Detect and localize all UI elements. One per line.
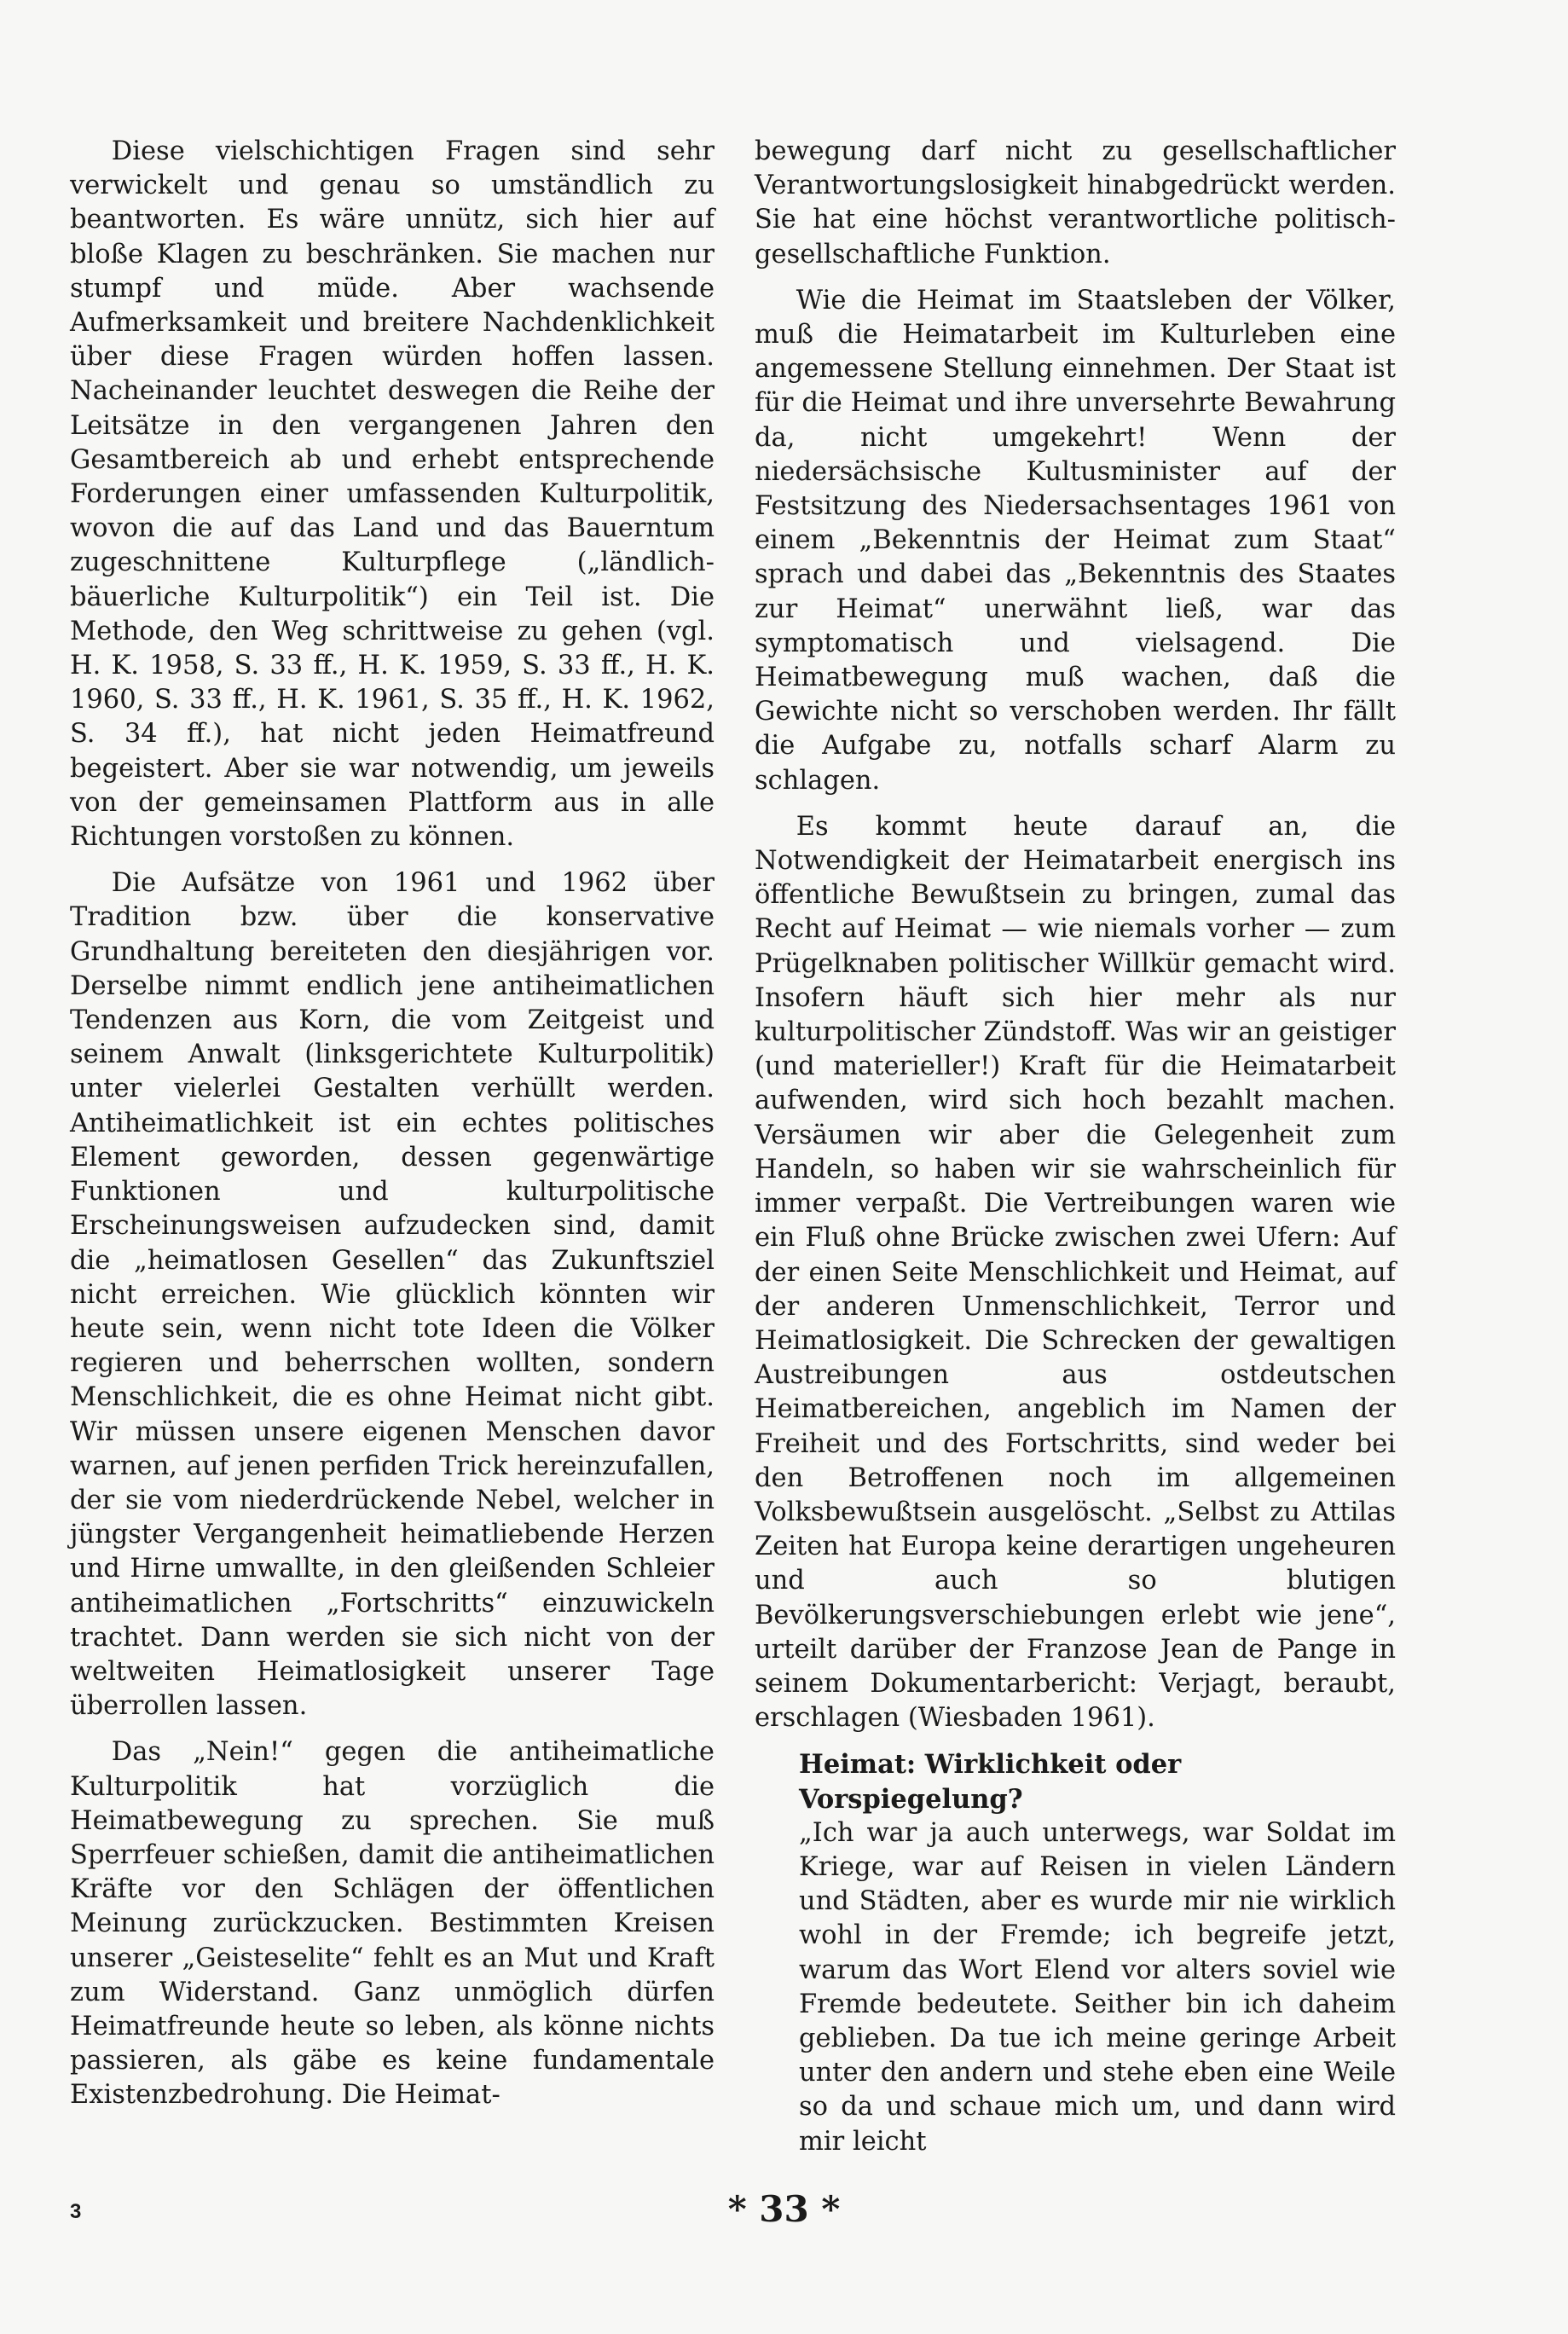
section-heading: Heimat: Wirklichkeit oder Vorspiegelung?	[799, 1749, 1182, 1815]
paragraph: Die Aufsätze von 1961 und 1962 über Tradition bzw. über die konservative Grundhaltung bereiteten den diesjährigen vor. Derselbe nimmt endlich jene antiheimatlichen Tendenzen aus Korn, die vom Zeitgeist und seinem Anwalt (linksgerichtete Kulturpolitik) unter vielerlei Gestalten verhüllt werden. Antiheimatlichkeit ist ein echtes politisches Element geworden, dessen gegenwärtige Funktionen und kulturpolitische Erscheinungsweisen aufzudecken sind, damit die „heimatlosen Gesellen“ das Zukunftsziel nicht erreichen. Wie glücklich könnten wir heute sein, wenn nicht tote Ideen die Völker regieren und beherrschen wollten, sondern Menschlichkeit, die es ohne Heimat nicht gibt. Wir müssen unsere eigenen Menschen davor warnen, auf jenen perfiden Trick hereinzufallen, der sie vom niederdrückende Nebel, welcher in jüngster Vergangenheit heimatliebende Herzen und Hirne umwallte, in den gleißenden Schleier antiheimatlichen „Fortschritts“ einzuwickeln trachtet. Dann werden sie sich nicht von der weltweiten Heimatlosigkeit unserer Tage überrollen lassen.	[70, 868, 715, 1722]
left-column	[70, 135, 715, 2125]
right-column	[755, 135, 1396, 2159]
page-number: * 33 *	[727, 2188, 841, 2230]
paragraph: Das „Nein!“ gegen die antiheimatliche Kulturpolitik hat vorzüglich die Heimatbewegung zu sprechen. Sie muß Sperrfeuer schießen, damit die antiheimatlichen Kräfte vor den Schlägen der öffentlichen Meinung zurückzucken. Bestimmten Kreisen unserer „Geisteselite“ fehlt es an Mut und Kraft zum Widerstand. Ganz unmöglich dürfen Heimatfreunde heute so leben, als könne nichts passieren, als gäbe es keine fundamentale Existenzbedrohung. Die Heimat-	[70, 1737, 715, 2111]
quote-paragraph: „Ich war ja auch unterwegs, war Soldat im Kriege, war auf Reisen in vielen Ländern und Städten, aber es wurde mir nie wirklich wohl in der Fremde; ich begreife jetzt, warum das Wort Elend vor alters soviel wie Fremde bedeutete. Seither bin ich daheim geblieben. Da tue ich meine geringe Arbeit unter den andern und stehe eben eine Weile so da und schaue mich um, und dann wird mir leicht	[799, 1817, 1396, 2157]
signature-mark: 3	[70, 2200, 82, 2223]
paragraph: Es kommt heute darauf an, die Notwendigkeit der Heimatarbeit energisch ins öffentliche Bewußtsein zu bringen, zumal das Recht auf Heimat — wie niemals vorher — zum Prügelknaben politischer Willkür gemacht wird. Insofern häuft sich hier mehr als nur kulturpolitischer Zündstoff. Was wir an geistiger (und materieller!) Kraft für die Heimatarbeit aufwenden, wird sich hoch bezahlt machen. Versäumen wir aber die Gelegenheit zum Handeln, so haben wir sie wahrscheinlich für immer verpaßt. Die Vertreibungen waren wie ein Fluß ohne Brücke zwischen zwei Ufern: Auf der einen Seite Menschlichkeit und Heimat, auf der anderen Unmenschlichkeit, Terror und Heimatlosigkeit. Die Schrecken der gewaltigen Austreibungen aus ostdeutschen Heimatbereichen, angeblich im Namen der Freiheit und des Fortschritts, sind weder bei den Betroffenen noch im allgemeinen Volksbewußtsein ausgelöscht. „Selbst zu Attilas Zeiten hat Europa keine derartigen ungeheuren und auch so blutigen Bevölkerungsverschiebungen erlebt wie jene“, urteilt darüber der Franzose Jean de Pange in seinem Dokumentarbericht: Verjagt, beraubt, erschlagen (Wiesbaden 1961).	[755, 811, 1396, 1734]
paragraph-continuation: bewegung darf nicht zu gesellschaftlicher Verantwortungslosigkeit hinabgedrückt werden. Sie hat eine höchst verantwortliche politisch-gesellschaftliche Funktion.	[755, 136, 1396, 269]
paragraph: Diese vielschichtigen Fragen sind sehr verwickelt und genau so umständlich zu beantworten. Es wäre unnütz, sich hier auf bloße Klagen zu beschränken. Sie machen nur stumpf und müde. Aber wachsende Aufmerksamkeit und breitere Nachdenklichkeit über diese Fragen würden hoffen lassen. Nacheinander leuchtet deswegen die Reihe der Leitsätze in den vergangenen Jahren den Gesamtbereich ab und erhebt entsprechende Forderungen einer umfassenden Kulturpolitik, wovon die auf das Land und das Bauerntum zugeschnittene Kulturpflege („ländlich-bäuerliche Kulturpolitik“) ein Teil ist. Die Methode, den Weg schrittweise zu gehen (vgl. H. K. 1958, S. 33 ff., H. K. 1959, S. 33 ff., H. K. 1960, S. 33 ff., H. K. 1961, S. 35 ff., H. K. 1962, S. 34 ff.), hat nicht jeden Heimatfreund begeistert. Aber sie war notwendig, um jeweils von der gemeinsamen Plattform aus in alle Richtungen vorstoßen zu können.	[70, 136, 715, 853]
paragraph: Wie die Heimat im Staatsleben der Völker, muß die Heimatarbeit im Kulturleben eine angemessene Stellung einnehmen. Der Staat ist für die Heimat und ihre unversehrte Bewahrung da, nicht umgekehrt! Wenn der niedersächsische Kultusminister auf der Festsitzung des Niedersachsentages 1961 von einem „Bekenntnis der Heimat zum Staat“ sprach und dabei das „Bekenntnis des Staates zur Heimat“ unerwähnt ließ, war das symptomatisch und vielsagend. Die Heimatbewegung muß wachen, daß die Gewichte nicht so verschoben werden. Ihr fällt die Aufgabe zu, notfalls scharf Alarm zu schlagen.	[755, 285, 1396, 796]
